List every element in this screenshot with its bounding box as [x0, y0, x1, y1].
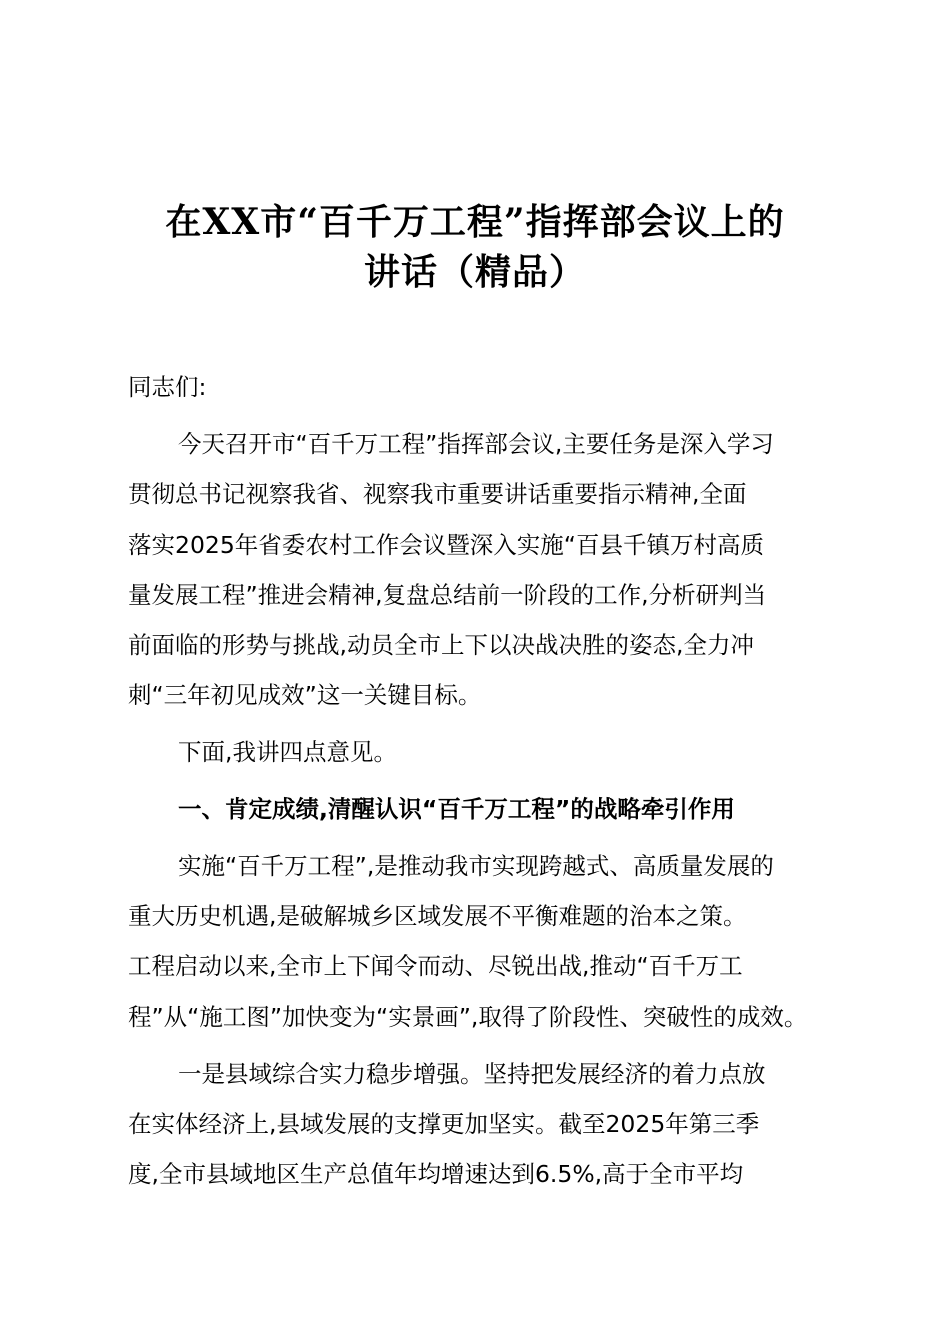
paragraph-1-line: 量发展工程”推进会精神,复盘总结前一阶段的工作,分析研判当 — [128, 581, 767, 609]
salutation: 同志们: — [128, 373, 207, 401]
paragraph-1-line: 今天召开市“百千万工程”指挥部会议,主要任务是深入学习 — [178, 430, 774, 458]
paragraph-4-line: 一是县域综合实力稳步增强。坚持把发展经济的着力点放 — [178, 1060, 766, 1088]
paragraph-1-line: 落实2025年省委农村工作会议暨深入实施“百县千镇万村高质 — [128, 531, 764, 559]
section-heading-1: 一、肯定成绩,清醒认识“百千万工程”的战略牵引作用 — [178, 795, 735, 823]
paragraph-3-line: 实施“百千万工程”,是推动我市实现跨越式、高质量发展的 — [178, 852, 774, 880]
paragraph-4-line: 在实体经济上,县域发展的支撑更加坚实。截至2025年第三季 — [128, 1110, 760, 1138]
paragraph-1-line: 前面临的形势与挑战,动员全市上下以决战决胜的姿态,全力冲 — [128, 631, 754, 659]
document-title-line-2: 讲话（精品） — [363, 251, 586, 293]
paragraph-3-line: 重大历史机遇,是破解城乡区域发展不平衡难题的治本之策。 — [128, 902, 747, 930]
document-title-line-1: 在XX市“百千万工程”指挥部会议上的 — [165, 201, 785, 243]
paragraph-1-line: 贯彻总书记视察我省、视察我市重要讲话重要指示精神,全面 — [128, 480, 747, 508]
paragraph-2-line: 下面,我讲四点意见。 — [178, 738, 397, 766]
paragraph-3-line: 程”从“施工图”加快变为“实景画”,取得了阶段性、突破性的成效。 — [128, 1003, 808, 1031]
paragraph-1-line: 刺“三年初见成效”这一关键目标。 — [128, 681, 482, 709]
paragraph-3-line: 工程启动以来,全市上下闻令而动、尽锐出战,推动“百千万工 — [128, 952, 743, 980]
paragraph-4-line: 度,全市县域地区生产总值年均增速达到6.5%,高于全市平均 — [128, 1160, 744, 1188]
